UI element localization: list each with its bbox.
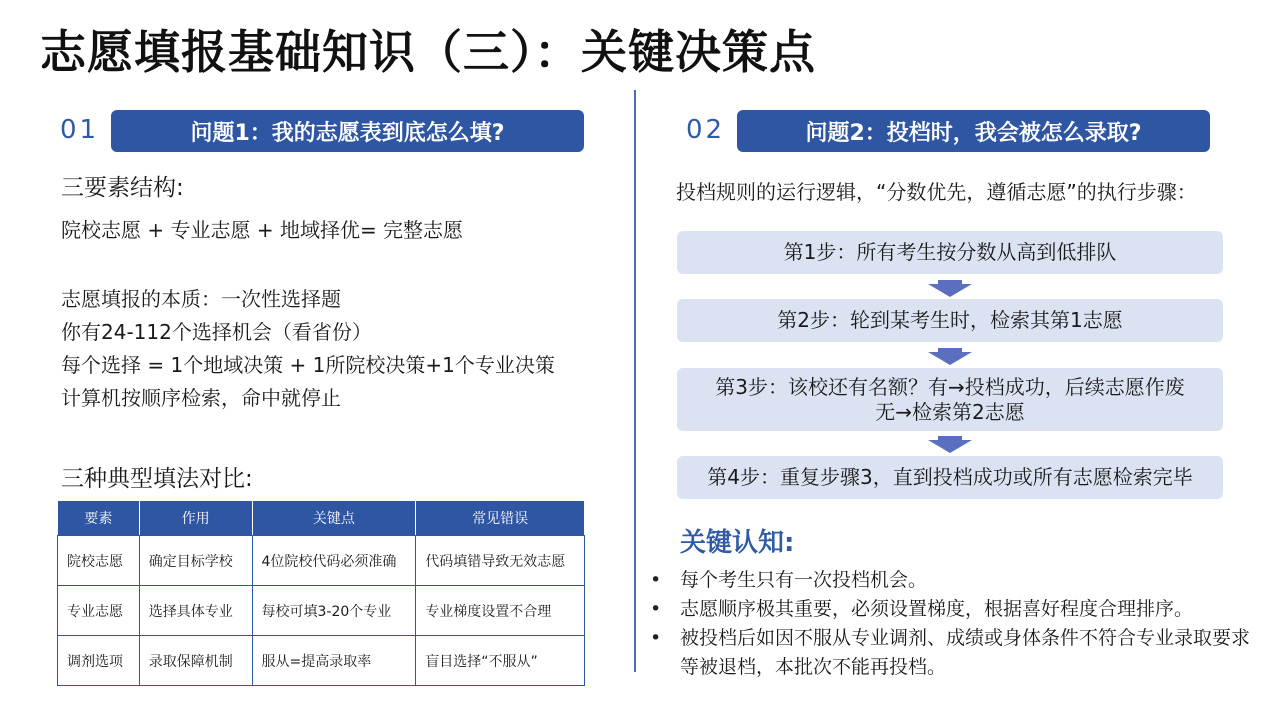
step-text: 第3步：该校还有名额？有→投档成功，后续志愿作废 <box>715 374 1185 399</box>
essence-line: 每个选择 = 1个地域决策 + 1所院校决策+1个专业决策 <box>61 353 555 377</box>
section-header-question-1: 问题1：我的志愿表到底怎么填? <box>111 110 584 152</box>
table-cell: 录取保障机制 <box>139 636 252 686</box>
table-cell: 代码填错导致无效志愿 <box>416 536 585 586</box>
table-cell: 确定目标学校 <box>139 536 252 586</box>
step-box-4 <box>677 456 1223 499</box>
key-insights-list <box>650 566 1250 682</box>
table-cell: 服从=提高录取率 <box>252 636 416 686</box>
table-row <box>58 586 585 636</box>
step-text: 无→检索第2志愿 <box>875 399 1025 424</box>
table-header-cell: 要素 <box>58 501 140 536</box>
section-number-02: 02 <box>686 115 726 145</box>
table-header-cell: 关键点 <box>252 501 416 536</box>
bullet-icon: • <box>650 598 662 620</box>
key-insights-title: 关键认知: <box>680 528 795 558</box>
comparison-table <box>57 500 585 686</box>
step-text: 第4步：重复步骤3，直到投档成功或所有志愿检索完毕 <box>707 465 1193 489</box>
table-row <box>58 536 585 586</box>
down-arrow-icon <box>928 284 972 297</box>
compare-title: 三种典型填法对比: <box>61 466 253 492</box>
table-cell: 院校志愿 <box>58 536 140 586</box>
table-cell: 专业志愿 <box>58 586 140 636</box>
structure-formula: 院校志愿 + 专业志愿 + 地域择优= 完整志愿 <box>61 218 464 242</box>
table-header-row <box>58 501 585 536</box>
down-arrow-icon <box>928 440 972 453</box>
list-item-text: 每个考生只有一次投档机会。 <box>680 569 928 591</box>
table-cell: 盲目选择“不服从” <box>416 636 585 686</box>
structure-title: 三要素结构: <box>61 175 184 201</box>
essence-line: 计算机按顺序检索，命中就停止 <box>61 386 341 410</box>
list-item-text: 志愿顺序极其重要，必须设置梯度，根据喜好程度合理排序。 <box>680 598 1194 620</box>
table-cell: 选择具体专业 <box>139 586 252 636</box>
table-cell: 每校可填3-20个专业 <box>252 586 416 636</box>
table-row <box>58 636 585 686</box>
step-box-2 <box>677 299 1223 342</box>
table-header-cell: 常见错误 <box>416 501 585 536</box>
essence-line: 你有24-112个选择机会（看省份） <box>61 320 372 344</box>
step-box-1 <box>677 231 1223 274</box>
table-cell: 专业梯度设置不合理 <box>416 586 585 636</box>
table-cell: 调剂选项 <box>58 636 140 686</box>
list-item <box>650 624 1250 682</box>
list-item-text: 被投档后如因不服从专业调剂、成绩或身体条件不符合专业录取要求等被退档，本批次不能再投档。 <box>680 627 1251 678</box>
table-header-cell: 作用 <box>139 501 252 536</box>
down-arrow-icon <box>928 352 972 365</box>
section-number-01: 01 <box>60 115 100 145</box>
step-text: 第2步：轮到某考生时，检索其第1志愿 <box>777 308 1123 332</box>
section-header-question-2: 问题2：投档时，我会被怎么录取? <box>737 110 1210 152</box>
step-box-3 <box>677 368 1223 431</box>
rule-intro: 投档规则的运行逻辑，“分数优先，遵循志愿”的执行步骤： <box>676 180 1197 204</box>
list-item <box>650 595 1250 624</box>
table-cell: 4位院校代码必须准确 <box>252 536 416 586</box>
list-item <box>650 566 1250 595</box>
step-text: 第1步：所有考生按分数从高到低排队 <box>783 240 1117 264</box>
bullet-icon: • <box>650 627 662 649</box>
bullet-icon: • <box>650 569 662 591</box>
essence-line: 志愿填报的本质：一次性选择题 <box>61 287 341 311</box>
page-title: 志愿填报基础知识（三）：关键决策点 <box>40 25 816 79</box>
column-divider <box>634 90 636 672</box>
